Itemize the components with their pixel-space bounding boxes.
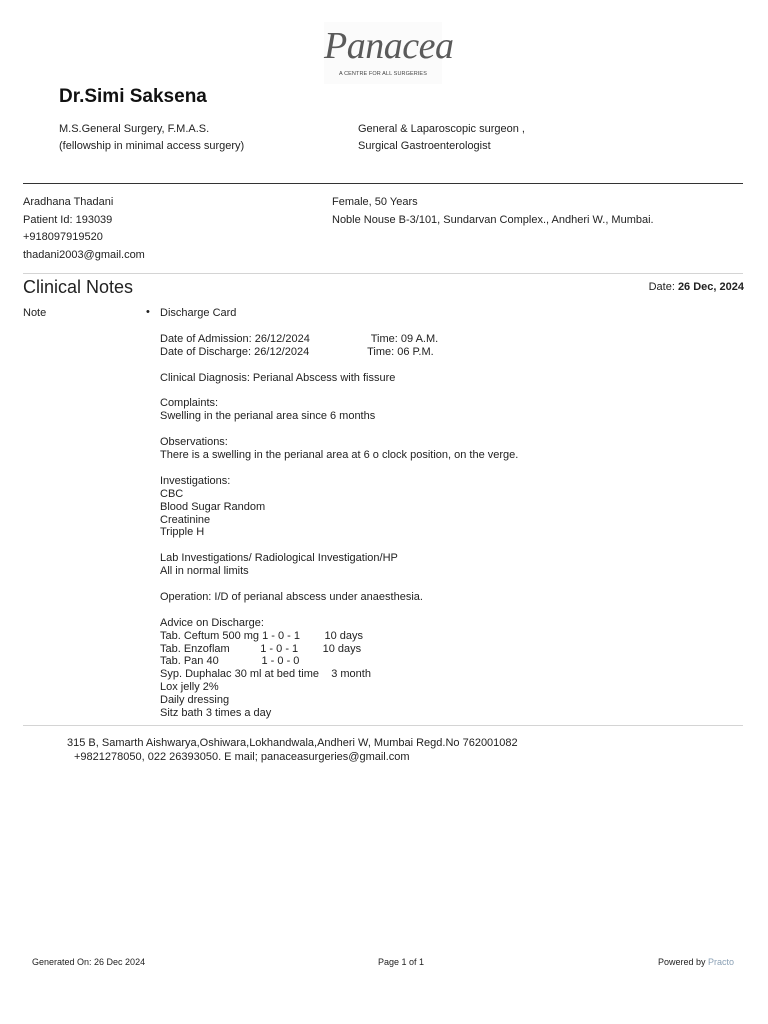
- patient-details: [332, 194, 654, 229]
- logo-wordmark: Panacea: [324, 25, 454, 67]
- doctor-qualifications: [59, 121, 244, 155]
- specialty-line: General & Laparoscopic surgeon ,: [358, 123, 525, 135]
- note-label: Note: [23, 307, 47, 319]
- patient-email: thadani2003@gmail.com: [23, 248, 145, 261]
- section-title: Clinical Notes: [23, 277, 134, 297]
- contact-line: +9821278050, 022 26393050. E mail; panaceasurgeries@gmail.com: [74, 751, 410, 763]
- note-body: Discharge Card Date of Admission: 26/12/2024 Time: 09 A.M. Date of Discharge: 26/12/2024 Time: 06 P.M. Clinical Diagnosis: Perianal Abscess with fissure Complaints: Swelling in the perianal area since 6 months Observations: There is a swelling in the perianal area at 6 o clock position, on the verge. Investigations: CBC Blood Sugar Random Creatinine Tripple H Lab Investigations/ Radiological Investigation/HP All in normal limits Operation: I/D of perianal abscess under anaesthesia. Advice on Discharge: Tab. Ceftum 500 mg 1 - 0 - 1 10 days Tab. Enzoflam 1 - 0 - 1 10 days Tab. Pan 40 1 - 0 - 0 Syp. Duphalac 30 ml at bed time 3 month Lox jelly 2% Daily dressing Sitz bath 3 times a day: [160, 307, 519, 720]
- bullet-icon: •: [146, 306, 150, 318]
- powered-brand: Practo: [707, 957, 734, 967]
- generated-date: Generated On: 26 Dec 2024: [32, 957, 146, 967]
- address-line: 315 B, Samarth Aishwarya,Oshiwara,Lokhandwala,Andheri W, Mumbai Regd.No 762001082: [67, 737, 518, 749]
- qualification-line: M.S.General Surgery, F.M.A.S.: [59, 123, 210, 135]
- powered-label: Powered by: [657, 957, 706, 967]
- date-value: 26 Dec, 2024: [677, 281, 744, 293]
- date-label: Date:: [648, 281, 675, 293]
- page-number: Page 1 of 1: [378, 957, 425, 967]
- logo-tagline: A CENTRE FOR ALL SURGERIES: [339, 71, 427, 77]
- clinic-address: [67, 736, 518, 764]
- notes-date: [649, 281, 744, 293]
- patient-address: Noble Nouse B-3/101, Sundarvan Complex., Andheri W., Mumbai.: [332, 213, 654, 226]
- header-divider: [23, 183, 743, 184]
- clinic-logo: [324, 22, 454, 84]
- footer-divider: [23, 725, 743, 726]
- patient-name: Aradhana Thadani: [23, 196, 114, 208]
- patient-contact: [23, 194, 145, 264]
- patient-id: Patient Id: 193039: [23, 213, 113, 226]
- qualification-line: (fellowship in minimal access surgery): [59, 140, 245, 152]
- powered-by: [658, 957, 734, 967]
- patient-phone: +918097919520: [23, 231, 103, 243]
- patient-divider: [23, 273, 743, 274]
- patient-gender-age: Female, 50 Years: [332, 196, 418, 208]
- doctor-specialties: [358, 121, 525, 155]
- doctor-name: Dr.Simi Saksena: [59, 86, 207, 107]
- specialty-line: Surgical Gastroenterologist: [358, 140, 491, 152]
